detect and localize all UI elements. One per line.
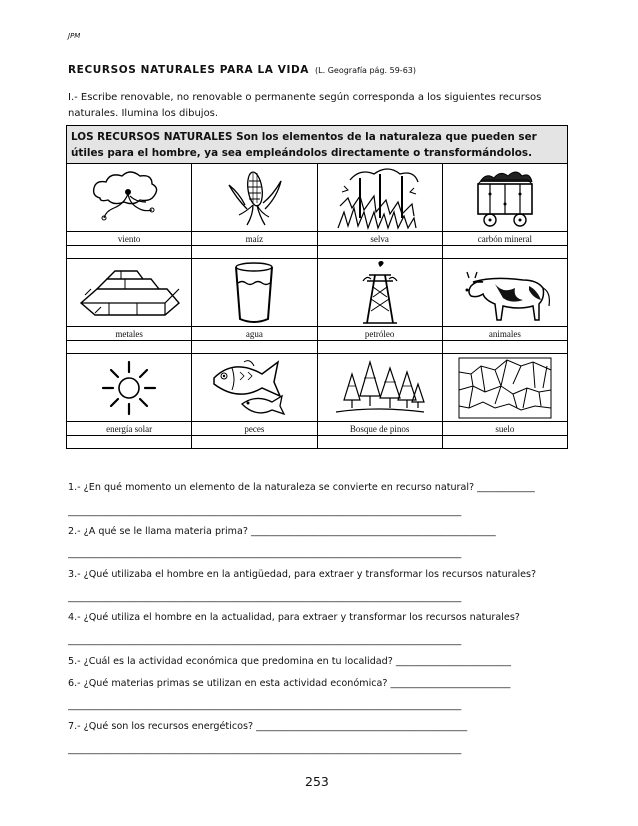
resource-label: agua [192,327,317,341]
answer-line[interactable]: __________________________________________________________________________________ [68,635,462,646]
page-number: 253 [305,774,329,789]
answer-line[interactable]: __________________________________________________________________________________ [68,506,462,517]
answer-cell[interactable] [67,246,192,259]
resource-cell [67,259,192,327]
resource-cell [442,259,567,327]
answer-line[interactable]: __________________________________________________________________________________ [68,700,462,711]
resource-label: animales [442,327,567,341]
question-6: 6.- ¿Qué materias primas se utilizan en esta actividad económica? _________________________ [68,678,511,689]
resource-cell [442,354,567,422]
cow-icon [455,262,555,324]
pine-forest-icon [330,356,430,420]
cracked-soil-icon [455,356,555,420]
title-text: RECURSOS NATURALES PARA LA VIDA [68,64,310,76]
resource-cell [317,354,442,422]
resource-cell [317,164,442,232]
corn-icon [219,167,289,229]
answer-cell[interactable] [442,436,567,449]
resource-label: carbón mineral [442,232,567,246]
question-5: 5.- ¿Cuál es la actividad económica que predomina en tu localidad? ________________________ [68,656,512,667]
definition-box: LOS RECURSOS NATURALES Son los elementos de la naturaleza que pueden ser útiles para el hombre, ya sea empleándolos directamente o transformándolos. [66,125,568,163]
sun-icon [99,358,159,418]
answer-cell[interactable] [67,436,192,449]
resource-label: petróleo [317,327,442,341]
answer-line[interactable]: __________________________________________________________________________________ [68,744,462,755]
metal-ingots-icon [75,263,183,323]
answer-cell[interactable] [192,341,317,354]
resource-cell [442,164,567,232]
resource-cell [192,259,317,327]
fish-icon [204,356,304,420]
question-2: 2.- ¿A qué se le llama materia prima? ___________________________________________________ [68,526,496,537]
resource-cell [67,164,192,232]
question-7: 7.- ¿Qué son los recursos energéticos? ____________________________________________ [68,721,468,732]
resource-cell [317,259,442,327]
question-1: 1.- ¿En qué momento un elemento de la naturaleza se convierte en recurso natural? ____________ [68,482,535,493]
answer-cell[interactable] [317,246,442,259]
answer-line[interactable]: __________________________________________________________________________________ [68,592,462,603]
question-3: 3.- ¿Qué utilizaba el hombre en la antigüedad, para extraer y transformar los recursos naturales? [68,569,537,580]
answer-cell[interactable] [442,246,567,259]
resource-label: selva [317,232,442,246]
resource-label: metales [67,327,192,341]
answer-cell[interactable] [67,341,192,354]
coal-cart-icon [468,166,542,230]
jungle-icon [330,166,430,230]
resource-label: maíz [192,232,317,246]
answer-cell[interactable] [192,436,317,449]
resource-label: suelo [442,422,567,436]
resource-label: Bosque de pinos [317,422,442,436]
answer-cell[interactable] [442,341,567,354]
worksheet-title [68,64,416,76]
resource-label: viento [67,232,192,246]
resource-label: energía solar [67,422,192,436]
answer-cell[interactable] [192,246,317,259]
wind-cloud-icon [86,168,172,228]
instruction-text: I.- Escribe renovable, no renovable o permanente según corresponda a los siguientes recursos naturales. Ilumina los dibujos. [68,92,542,119]
resource-label: peces [192,422,317,436]
water-glass-icon [229,261,279,325]
author-initials: JPM [68,32,81,40]
answer-line[interactable]: __________________________________________________________________________________ [68,548,462,559]
answer-cell[interactable] [317,341,442,354]
question-4: 4.- ¿Qué utiliza el hombre en la actualidad, para extraer y transformar los recursos naturales? [68,612,520,623]
resource-cell [192,354,317,422]
resources-grid [66,163,568,449]
answer-cell[interactable] [317,436,442,449]
oil-derrick-icon [355,261,405,325]
resource-cell [192,164,317,232]
textbook-reference: (L. Geografía pág. 59-63) [315,66,416,75]
resource-cell [67,354,192,422]
